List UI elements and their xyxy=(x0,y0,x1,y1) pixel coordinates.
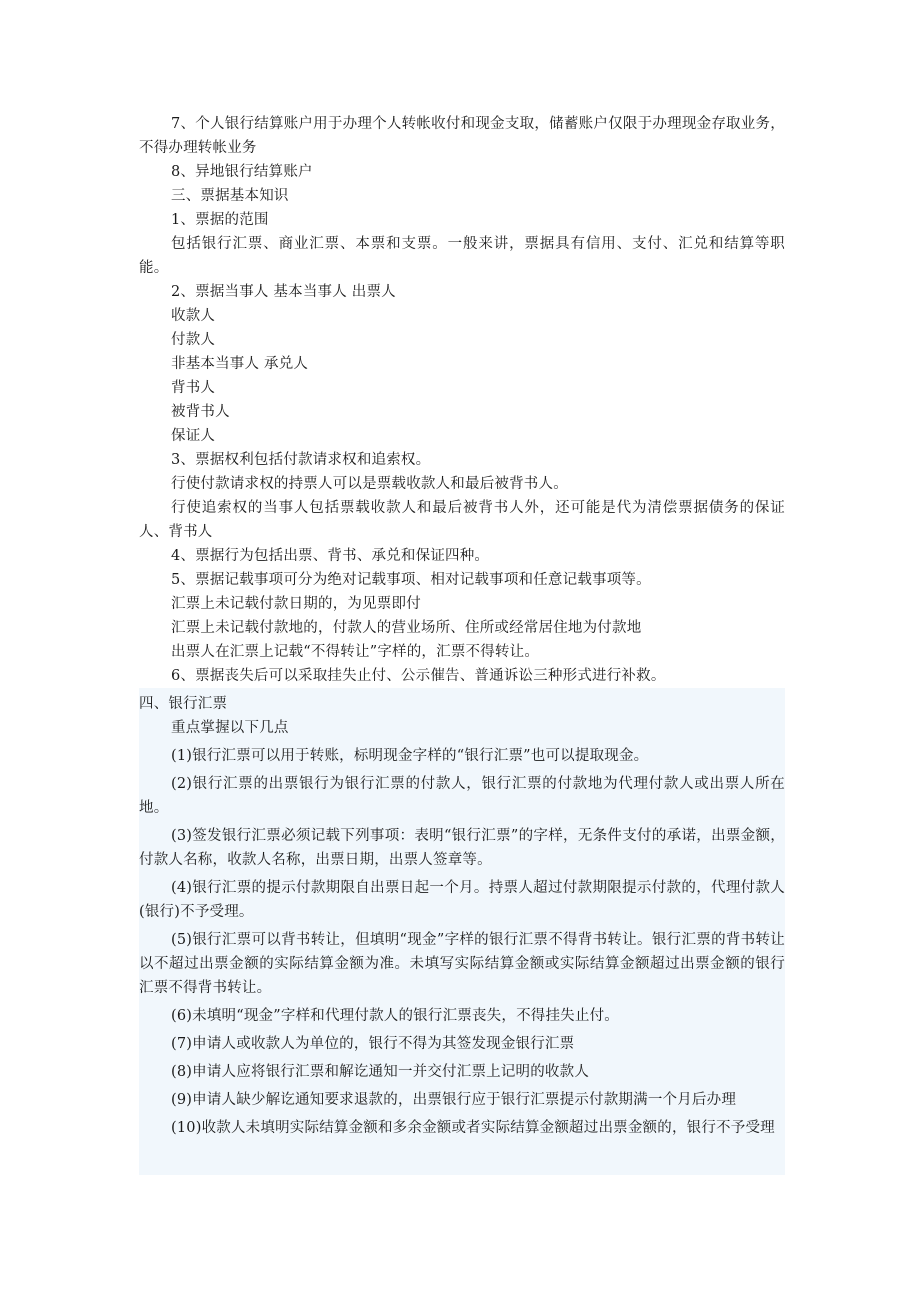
list-item: (6)未填明“现金”字样和代理付款人的银行汇票丧失，不得挂失止付。 xyxy=(171,1008,619,1024)
subsection-3-title: 3、票据权利包括付款请求权和追索权。 xyxy=(171,452,431,468)
party-endorsee: 被背书人 xyxy=(171,404,230,420)
section-3-heading: 三、票据基本知识 xyxy=(171,188,289,204)
subsection-5-line-2: 汇票上未记载付款地的，付款人的营业场所、住所或经常居住地为付款地 xyxy=(171,620,642,636)
paragraph-8: 8、异地银行结算账户 xyxy=(171,164,313,180)
list-item: (4)银行汇票的提示付款期限自出票日起一个月。持票人超过付款期限提示付款的，代理付款人(银行)不予受理。 xyxy=(139,880,785,920)
subsection-5-line-1: 汇票上未记载付款日期的，为见票即付 xyxy=(171,596,421,612)
section-3-block xyxy=(139,112,785,688)
subsection-5: 5、票据记载事项可分为绝对记载事项、相对记载事项和任意记载事项等。 xyxy=(171,572,651,588)
subsection-3-line-1: 行使付款请求权的持票人可以是票载收款人和最后被背书人。 xyxy=(171,476,568,492)
section-4-heading: 四、银行汇票 xyxy=(139,696,228,712)
subsection-5-line-3: 出票人在汇票上记载“不得转让”字样的，汇票不得转让。 xyxy=(171,644,540,660)
list-item: (2)银行汇票的出票银行为银行汇票的付款人，银行汇票的付款地为代理付款人或出票人所在地。 xyxy=(139,776,785,816)
subsection-3-line-2: 行使追索权的当事人包括票载收款人和最后被背书人外，还可能是代为清偿票据债务的保证人、背书人 xyxy=(139,500,785,540)
list-item: (3)签发银行汇票必须记载下列事项：表明“银行汇票”的字样，无条件支付的承诺，出票金额，付款人名称，收款人名称，出票日期，出票人签章等。 xyxy=(139,828,785,868)
subsection-1-title: 1、票据的范围 xyxy=(171,212,269,228)
list-item: (1)银行汇票可以用于转账，标明现金字样的“银行汇票”也可以提取现金。 xyxy=(171,748,649,764)
list-item: (7)申请人或收款人为单位的，银行不得为其签发现金银行汇票 xyxy=(171,1036,575,1052)
subsection-1-body: 包括银行汇票、商业汇票、本票和支票。一般来讲，票据具有信用、支付、汇兑和结算等职能。 xyxy=(139,236,785,276)
paragraph-7: 7、个人银行结算账户用于办理个人转帐收付和现金支取，储蓄账户仅限于办理现金存取业务，不得办理转帐业务 xyxy=(139,116,785,156)
list-item: (9)申请人缺少解讫通知要求退款的，出票银行应于银行汇票提示付款期满一个月后办理 xyxy=(171,1092,737,1108)
subsection-6: 6、票据丧失后可以采取挂失止付、公示催告、普通诉讼三种形式进行补救。 xyxy=(171,668,666,684)
list-item: (8)申请人应将银行汇票和解讫通知一并交付汇票上记明的收款人 xyxy=(171,1064,590,1080)
party-non-basic: 非基本当事人 承兑人 xyxy=(171,356,309,372)
section-4-block xyxy=(139,692,785,1140)
party-guarantor: 保证人 xyxy=(171,428,216,444)
party-payer: 付款人 xyxy=(171,332,216,348)
list-item: (10)收款人未填明实际结算金额和多余金额或者实际结算金额超过出票金额的，银行不予受理 xyxy=(171,1120,775,1136)
subsection-2-title: 2、票据当事人 基本当事人 出票人 xyxy=(171,284,396,300)
subsection-4: 4、票据行为包括出票、背书、承兑和保证四种。 xyxy=(171,548,490,564)
party-payee: 收款人 xyxy=(171,308,216,324)
list-item: (5)银行汇票可以背书转让，但填明“现金”字样的银行汇票不得背书转让。银行汇票的背书转让以不超过出票金额的实际结算金额为准。未填写实际结算金额或实际结算金额超过出票金额的银行汇票不得背书转让。 xyxy=(139,932,785,996)
section-4-intro: 重点掌握以下几点 xyxy=(171,720,289,736)
party-endorser: 背书人 xyxy=(171,380,216,396)
